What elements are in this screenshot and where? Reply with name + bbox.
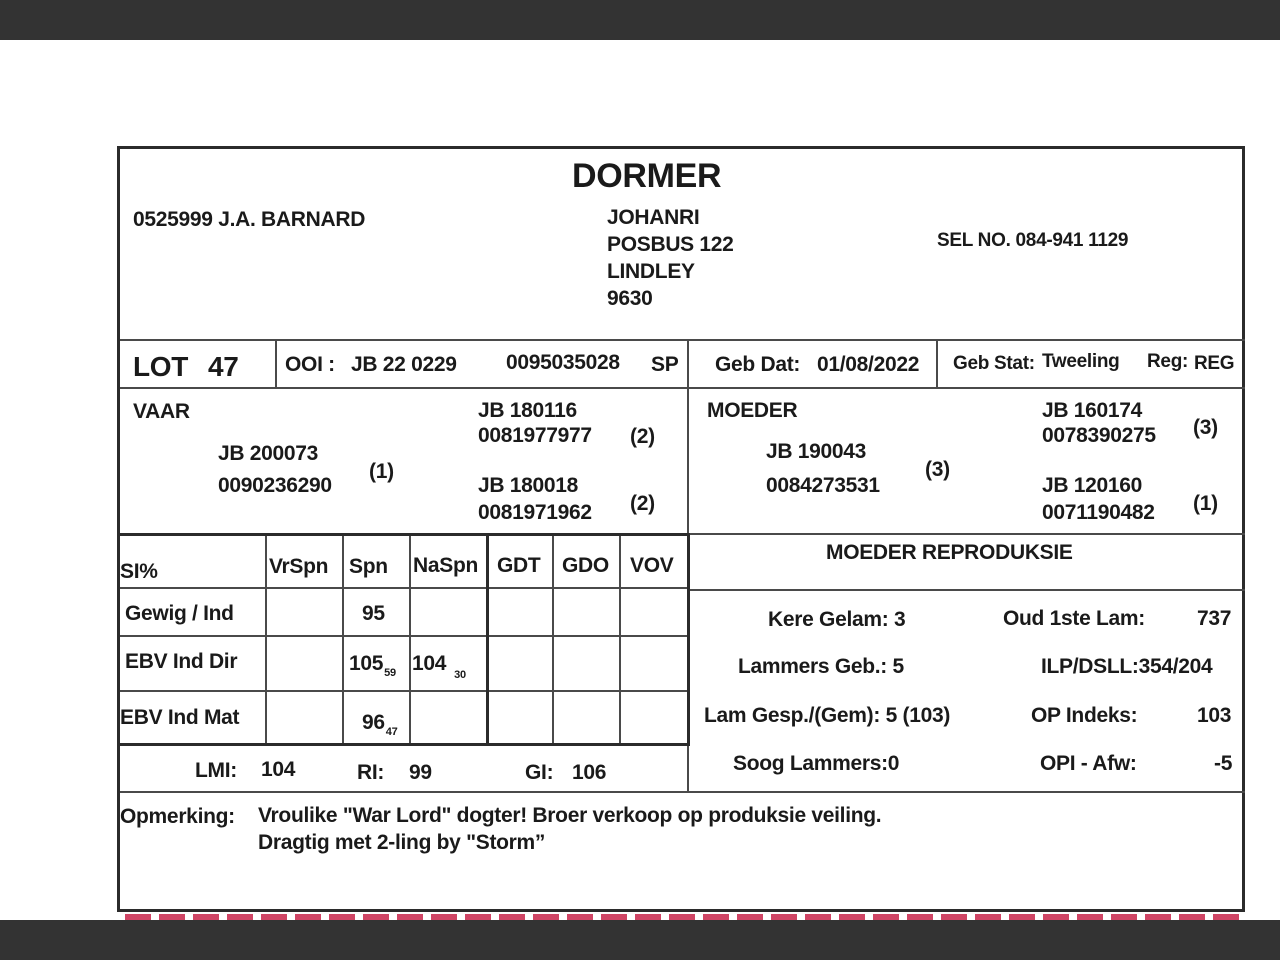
birth-date: 01/08/2022 [817, 353, 920, 376]
oud-1ste-lam-label: Oud 1ste Lam: [1003, 607, 1145, 630]
birth-status-value: Tweeling [1042, 351, 1120, 372]
ewe-grade: SP [651, 353, 679, 376]
si-row-label: EBV Ind Dir [125, 650, 238, 673]
divider-col5 [552, 536, 554, 743]
divider-col3 [409, 536, 411, 743]
sire-dam-rating: (2) [630, 492, 655, 515]
sire-rating: (1) [369, 460, 394, 483]
si-row-spn: $105_{59}$ [349, 652, 396, 679]
address-code: 9630 [607, 287, 653, 310]
si-header-spn: Spn [349, 555, 388, 578]
lmi-value: 104 [261, 758, 296, 781]
divider-col4 [486, 536, 489, 743]
breeder-name: 0525999 J.A. BARNARD [133, 208, 366, 231]
sire-label: VAAR [133, 400, 190, 423]
soog-lammers: Soog Lammers:0 [733, 752, 900, 775]
lmi-label: LMI: [195, 759, 237, 782]
dam-dam-id: JB 120160 [1042, 474, 1143, 497]
reproduction-title: MOEDER REPRODUKSIE [826, 541, 1073, 564]
dam-sire-id: JB 160174 [1042, 399, 1143, 422]
gi-label: GI: [525, 761, 554, 784]
opi-afw-value: -5 [1214, 752, 1233, 775]
top-frame-bar [0, 0, 1280, 40]
sire-dam-number: 0081971962 [478, 501, 592, 524]
divider-gebdat-stat [936, 339, 938, 387]
si-header-vrspn: VrSpn [269, 555, 329, 578]
lam-gesp: Lam Gesp./(Gem): 5 (103) [704, 704, 951, 727]
sire-number: 0090236290 [218, 474, 332, 497]
op-indeks-label: OP Indeks: [1031, 704, 1138, 727]
address-postbox: POSBUS 122 [607, 233, 734, 256]
si-header-vov: VOV [630, 554, 674, 577]
si-header-naspn: NaSpn [413, 554, 479, 577]
ri-value: 99 [409, 761, 432, 784]
remarks-line-1: Vroulike "War Lord" dogter! Broer verkoop op produksie veiling. [258, 804, 882, 827]
ewe-reg-number: 0095035028 [506, 351, 620, 374]
ewe-id: JB 22 0229 [351, 353, 457, 376]
lammers-geb: Lammers Geb.: 5 [738, 655, 904, 678]
dam-sire-rating: (3) [1193, 416, 1218, 439]
si-row-label: EBV Ind Mat [120, 706, 240, 729]
divider-si-row3 [120, 690, 690, 692]
lot-number: 47 [208, 351, 239, 382]
divider-col6 [619, 536, 621, 743]
sire-sire-rating: (2) [630, 425, 655, 448]
oud-1ste-lam-value: 737 [1197, 607, 1232, 630]
divider-col2 [342, 536, 344, 743]
sire-id: JB 200073 [218, 442, 319, 465]
divider-col1 [265, 536, 267, 743]
dam-rating: (3) [925, 458, 950, 481]
si-header-gdo: GDO [562, 554, 609, 577]
divider-lot-ooi [275, 339, 277, 387]
dam-sire-number: 0078390275 [1042, 424, 1156, 447]
dam-number: 0084273531 [766, 474, 880, 497]
divider-lot-row [120, 387, 1245, 389]
ilp-dsll: ILP/DSLL:354/204 [1041, 655, 1213, 678]
ri-label: RI: [357, 761, 385, 784]
dam-dam-number: 0071190482 [1042, 501, 1155, 524]
si-row-label: Gewig / Ind [125, 602, 234, 625]
phone-number: SEL NO. 084-941 1129 [937, 230, 1129, 251]
registration-value: REG [1194, 353, 1235, 374]
divider-repro-title [690, 589, 1245, 591]
opi-afw-label: OPI - Afw: [1040, 752, 1137, 775]
divider-si-top [120, 533, 690, 536]
birth-date-label: Geb Dat: [715, 353, 801, 376]
divider-repro-top [690, 533, 1245, 535]
dam-dam-rating: (1) [1193, 492, 1218, 515]
remarks-label: Opmerking: [120, 805, 235, 828]
ewe-label: OOI : [285, 353, 335, 376]
divider-si-row1 [120, 587, 690, 589]
registration-label: Reg: [1147, 351, 1189, 372]
si-header-gdt: GDT [497, 554, 541, 577]
dam-id: JB 190043 [766, 440, 867, 463]
divider-si-row2 [120, 635, 690, 637]
si-header-si: SI% [120, 560, 158, 583]
divider-header [120, 339, 1245, 341]
lot-card [117, 146, 1245, 912]
divider-si-bottom [120, 743, 690, 746]
birth-status-label: Geb Stat: [953, 353, 1035, 374]
lot-label: LOT [133, 351, 189, 382]
address-town: LINDLEY [607, 260, 695, 283]
op-indeks-value: 103 [1197, 704, 1232, 727]
divider-remarks [120, 791, 1245, 793]
remarks-line-2: Dragtig met 2-ling by "Storm” [258, 831, 546, 854]
divider-si-right [687, 533, 690, 746]
si-row-spn: $96_{47}$ [362, 711, 398, 738]
address-name: JOHANRI [607, 206, 700, 229]
breed-title: DORMER [572, 157, 722, 195]
cut-off-red-note [125, 912, 1245, 920]
dam-label: MOEDER [707, 399, 798, 422]
gi-value: 106 [572, 761, 607, 784]
si-row-spn: 95 [362, 602, 385, 625]
bottom-frame-bar [0, 920, 1280, 960]
sire-dam-id: JB 180018 [478, 474, 579, 497]
sire-sire-id: JB 180116 [478, 399, 577, 422]
kere-gelam: Kere Gelam: 3 [768, 608, 906, 631]
sire-sire-number: 0081977977 [478, 424, 592, 447]
si-row-naspn: 104 $_{30}$ [412, 652, 466, 681]
